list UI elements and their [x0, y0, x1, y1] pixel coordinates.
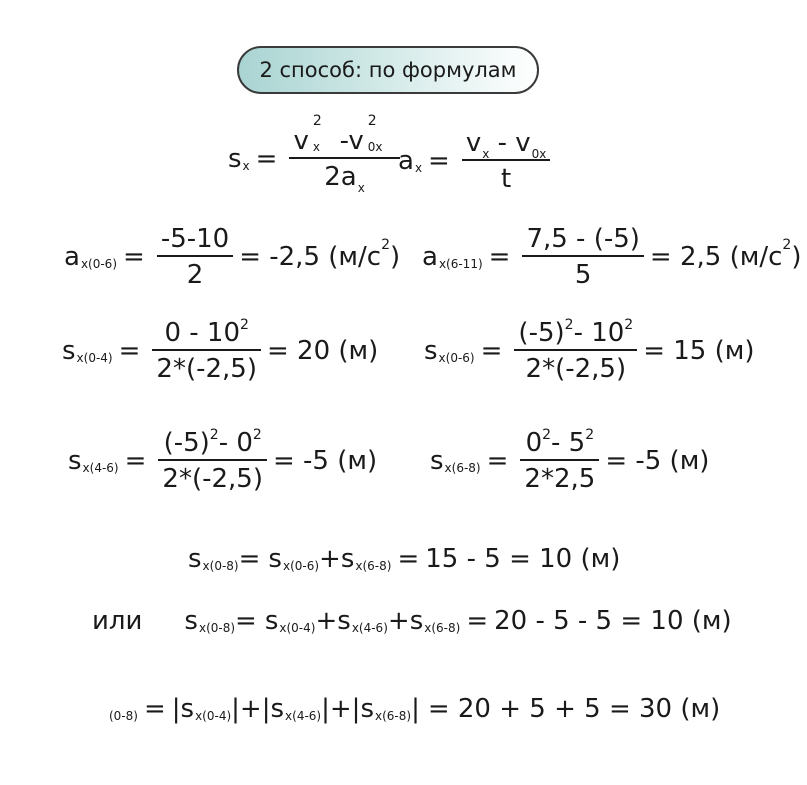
displacement-sum-1: s x(0-8) = s x(0-6) + s x(6-8) = 15 - 5 = 10 (м): [188, 544, 621, 574]
fraction: $\frac{v_x - v_{0x}}{t}$: [462, 130, 551, 192]
section-title: 2 способ: по формулам: [259, 58, 517, 82]
path-length: (0-8) = | s x(0-4) | + | s x(4-6) | + | s x(6-8) | = 20 + 5 + 5 = 30 (м): [109, 694, 721, 724]
displacement-0-6: s x(0-6) = $\frac{(-5)^2- 10^2}{2*(-2,5)}$ = 15 (м): [424, 317, 755, 384]
displacement-6-8: s x(6-8) = $\frac{0^2- 5^2}{2*2,5}$ = -5 (м): [430, 427, 710, 494]
fraction: v 2 x -v 2 0x $2a_x$: [289, 128, 399, 190]
formula-s-general: s x = v 2 x -v 2 0x $2a_x$: [228, 128, 406, 190]
displacement-sum-2: или s x(0-8) = s x(0-4) + s x(4-6) + s x(6-8) = 20 - 5 - 5 = 10 (м): [92, 606, 732, 636]
displacement-4-6: s x(4-6) = $\frac{(-5)^2- 0^2}{2*(-2,5)}$ = -5 (м): [68, 427, 378, 494]
section-title-badge: [237, 46, 539, 94]
displacement-0-4: s x(0-4) = $\frac{0 - 10^2}{2*(-2,5)}$ = 20 (м): [62, 317, 379, 384]
acceleration-6-11: a x(6-11) = $\frac{7,5 - (-5)}{5}$ = 2,5 (м/с 2 ): [422, 224, 802, 290]
acceleration-0-6: a x(0-6) = $\frac{-5-10}{2}$ = -2,5 (м/с 2 ): [64, 224, 401, 290]
formula-a-general: a x = $\frac{v_x - v_{0x}}{t}$: [398, 130, 556, 192]
